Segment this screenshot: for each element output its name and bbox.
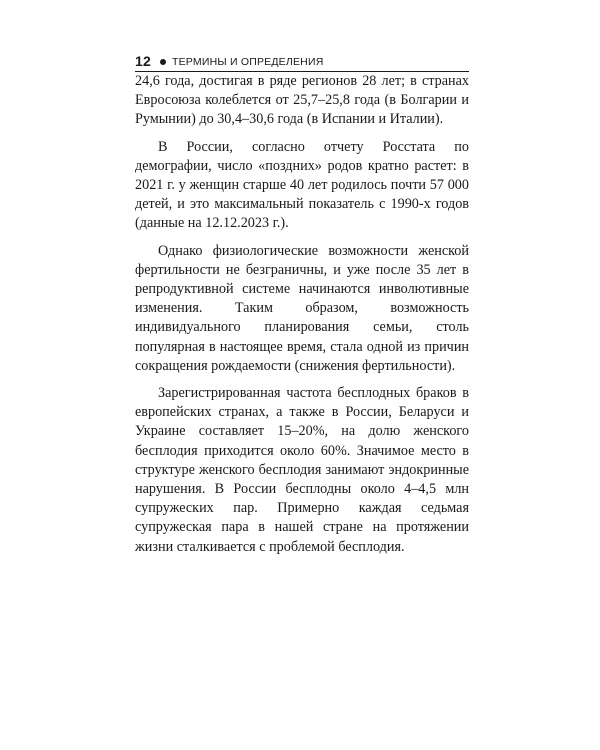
section-title: ТЕРМИНЫ И ОПРЕДЕЛЕНИЯ [171,56,324,68]
body-text [135,72,469,557]
bullet-icon [160,59,166,65]
paragraph-fertility-limits: Однако физиологические возможности женской фертильности не безграничны, и уже после 35 лет в репродуктивной системе начинаются инволютивные изменения. Таким образом, возможность индивидуального планирования семьи, столь популярная в настоящее время, стала одной из причин сокращения рождаемости (снижения фертильности). [135,242,469,374]
paragraph-infertility-stats: Зарегистрированная частота бесплодных браков в европейских странах, а также в России, Беларуси и Украине составляет 15–20%, на долю женского бесплодия приходится около 60%. Значимое место в структуре женского бесплодия занимают эндокринные нарушения. В России бесплодны около 4–4,5 млн супружеских пар. Примерно каждая седьмая супружеская пара в нашей стране на протяжении жизни сталкивается с проблемой бесплодия. [135,385,469,555]
paragraph-rosstat: В России, согласно отчету Росстата по демографии, число «поздних» родов кратно растет: в 2021 г. у женщин старше 40 лет родилось почти 57 000 детей, и это максимальный показатель с 1990-х годов (данные на 12.12.2023 г.). [135,138,469,232]
page-number: 12 [135,53,151,69]
paragraph-continued: 24,6 года, достигая в ряде регионов 28 лет; в странах Евросоюза колеблется от 25,7–25,8 года (в Болгарии и Румынии) до 30,4–30,6 года (в Испании и Италии). [135,73,469,128]
running-header [135,48,469,72]
